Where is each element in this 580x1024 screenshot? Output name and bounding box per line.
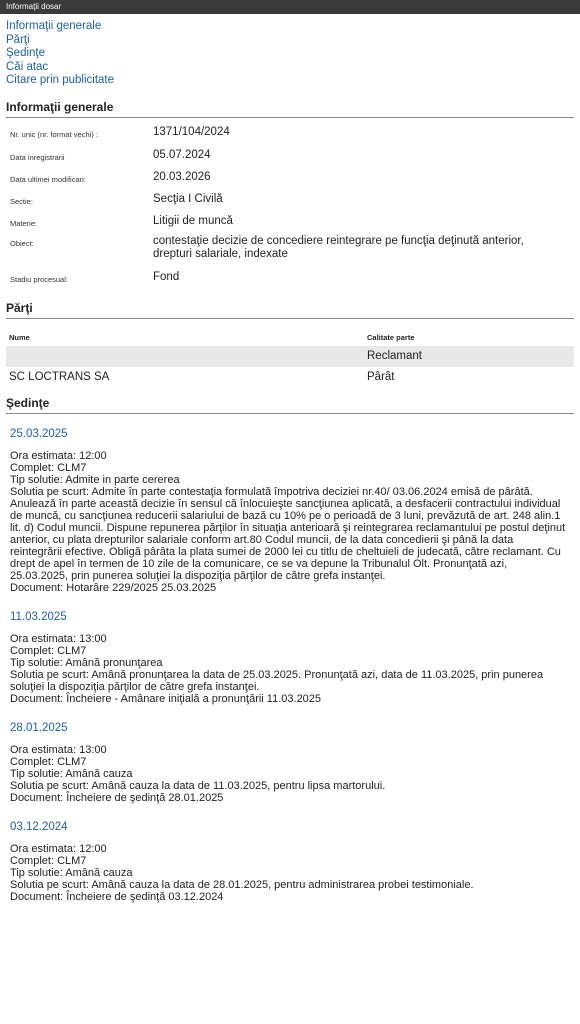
info-value: 05.07.2024 <box>153 148 211 161</box>
info-label: Materie: <box>10 218 38 228</box>
parti-table-header <box>6 327 574 346</box>
table-row <box>6 367 574 388</box>
hearing-item <box>6 722 574 804</box>
hearing-item <box>6 428 574 594</box>
hearing-time: Ora estimata: 13:00 <box>10 632 107 645</box>
info-label: Data inregistrarii <box>10 152 65 162</box>
info-label: Sectie: <box>10 196 33 206</box>
general-info-table <box>0 126 580 291</box>
hearing-document: Document: Încheiere de şedinţă 03.12.2024 <box>10 890 224 903</box>
toc-link-informatii-generale[interactable]: Informaţii generale <box>6 20 102 32</box>
hearing-document: Document: Hotarâre 229/2025 25.03.2025 <box>10 581 217 594</box>
hearing-document: Document: Încheiere de şedinţă 28.01.2025 <box>10 791 224 804</box>
info-row <box>0 149 580 171</box>
hearing-date: 11.03.2025 <box>10 610 67 623</box>
toc-link-parti[interactable]: Părţi <box>6 33 30 46</box>
section-title-parti: Părţi <box>6 291 574 319</box>
hearing-solution-type: Tip solutie: Amână cauza <box>10 866 133 879</box>
hearing-time: Ora estimata: 12:00 <box>10 842 107 855</box>
hearing-document: Document: Încheiere - Amânare iniţială a pronunţării 11.03.2025 <box>10 692 322 705</box>
info-label: Data ultimei modificari: <box>10 174 86 184</box>
info-value: Fond <box>153 270 180 283</box>
hearings-list <box>6 428 574 903</box>
hearing-solution-summary: Solutia pe scurt: Amână pronunţarea la data de 25.03.2025. Pronunţată azi, data de 11.03.2025, prin punerea soluţiei la dispoziţia părţilor de către grefa instanţei. <box>10 668 544 693</box>
info-row <box>0 215 580 235</box>
hearing-solution-type: Tip solutie: Amână pronunţarea <box>10 656 163 669</box>
hearing-time: Ora estimata: 13:00 <box>10 743 107 756</box>
hearing-panel: Complet: CLM7 <box>10 644 87 657</box>
info-row <box>0 126 580 149</box>
party-role: Reclamant <box>367 350 422 362</box>
hearing-time: Ora estimata: 12:00 <box>10 449 107 462</box>
hearing-item <box>6 611 574 705</box>
hearing-date: 28.01.2025 <box>10 721 68 734</box>
hearing-solution-type: Tip solutie: Amână cauza <box>10 767 133 780</box>
info-value: 20.03.2026 <box>153 170 211 183</box>
table-of-contents <box>0 14 580 88</box>
info-row <box>0 235 580 271</box>
window-titlebar: Informaţii dosar <box>0 0 580 14</box>
info-label: Stadiu procesual: <box>10 274 68 284</box>
section-title-sedinte: Şedinţe <box>6 388 574 414</box>
info-label: Nr. unic (nr. format vechi) : <box>10 129 98 139</box>
hearing-panel: Complet: CLM7 <box>10 461 87 474</box>
hearing-item <box>6 821 574 903</box>
table-row <box>6 346 574 367</box>
toc-link-sedinte[interactable]: Şedinţe <box>6 47 46 59</box>
toc-link-citare[interactable]: Citare prin publicitate <box>6 74 115 86</box>
info-value: Litigii de muncă <box>153 214 233 227</box>
hearing-panel: Complet: CLM7 <box>10 854 87 867</box>
party-role: Pârât <box>367 371 395 383</box>
hearing-solution-type: Tip solutie: Admite in parte cererea <box>10 473 180 486</box>
info-value: Secţia I Civilă <box>153 192 223 205</box>
hearing-solution-summary: Solutia pe scurt: Amână cauza la data de 11.03.2025, pentru lipsa martorului. <box>10 779 386 792</box>
column-header-name: Nume <box>9 332 30 342</box>
toc-link-cai-atac[interactable]: Căi atac <box>6 60 49 73</box>
party-name: SC LOCTRANS SA <box>9 371 110 383</box>
hearing-panel: Complet: CLM7 <box>10 755 87 768</box>
info-value: contestaţie decizie de concediere reintegrare pe funcţia deţinută anterior, drepturi salariale, indexate <box>153 234 524 260</box>
hearing-solution-summary: Solutia pe scurt: Amână cauza la data de 28.01.2025, pentru administrarea probei testimoniale. <box>10 878 474 891</box>
info-row <box>0 171 580 193</box>
info-row <box>0 193 580 215</box>
section-title-general: Informaţii generale <box>6 88 574 118</box>
hearing-date: 03.12.2024 <box>10 820 68 833</box>
hearing-solution-summary: Solutia pe scurt: Admite în parte contestaţia formulată împotriva deciziei nr.40/ 03.06.2024 emisă de pârâtă. Anulează în parte această decizie în sensul că înlocuieşte sancţiunea aplicată, a desfacerii contractului individual de muncă, cu sancţiunea reducerii salariului de bază cu 10% pe o perioadă de 3 luni, prevăzută de art. 248 alin.1 lit. d) Codul muncii. Dispune repunerea părţilor în situaţia anterioară şi reintegrarea reclamantului pe postul deţinut anterior, cu plata drepturilor salariale conform art.80 Codul muncii, de la data concedierii şi până la data reintegrării efective. Obligă pârâta la plata sumei de 2000 lei cu titlu de cheltuieli de judecată, către reclamant. Cu drept de apel în termen de 10 zile de la comunicare, ce se va depune la Tribunalul Olt. Pronunţată azi, 25.03.2025, prin punerea soluţiei la dispoziţia părţilor de către grefa instanţei. <box>10 485 566 582</box>
column-header-role: Calitate parte <box>367 332 415 342</box>
info-label: Obiect: <box>10 238 34 248</box>
info-row <box>0 271 580 291</box>
info-value: 1371/104/2024 <box>153 125 230 138</box>
hearing-date: 25.03.2025 <box>10 427 68 440</box>
